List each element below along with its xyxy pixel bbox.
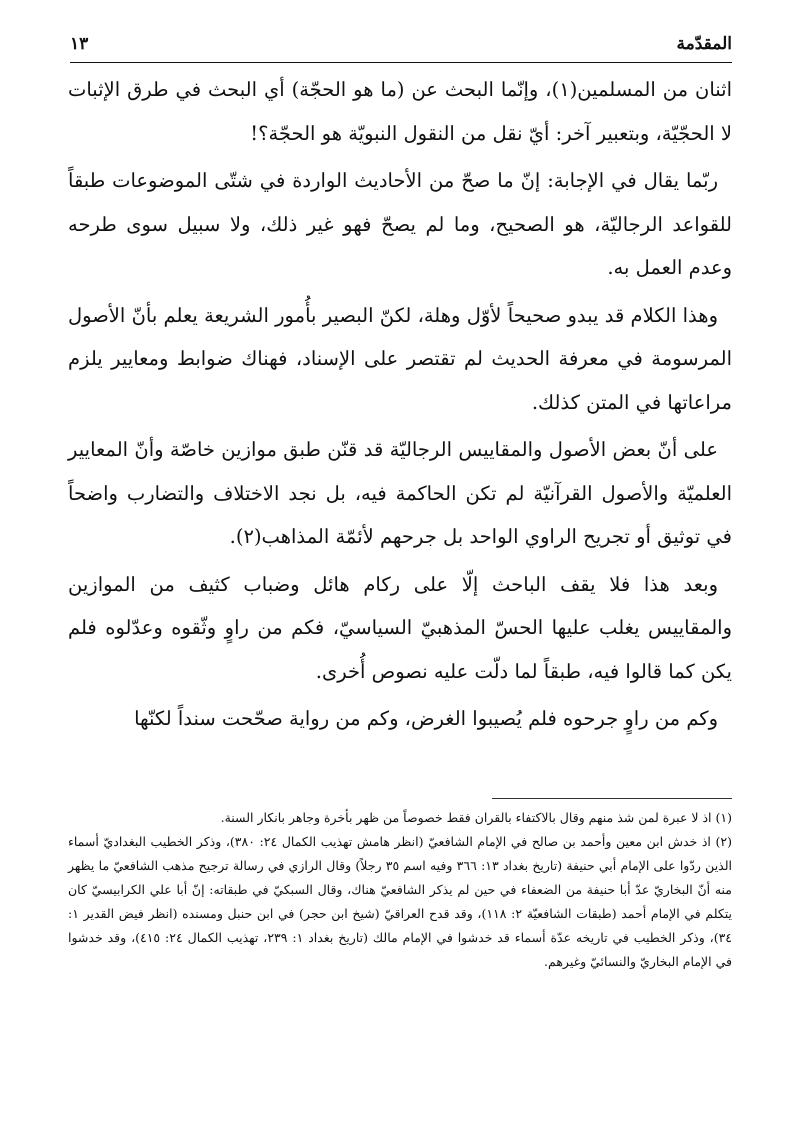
paragraph: ربّما يقال في الإجابة: إنّ ما صحّ من الأحاديث الواردة في شتّى الموضوعات طبقاً للقواعد الرجاليّة، هو الصحيح، وما لم يصحّ فهو غير ذلك، ولا سبيل سوى طرحه وعدم العمل به. bbox=[68, 169, 732, 279]
paragraph: وكم من راوٍ جرحوه فلم يُصيبوا الغرض، وكم من رواية صحّحت سنداً لكنّها bbox=[134, 707, 718, 730]
chapter-title: المقدّمة bbox=[676, 34, 732, 54]
paragraph: وهذا الكلام قد يبدو صحيحاً لأوّل وهلة، لكنّ البصير بأُمور الشريعة يعلم بأنّ الأصول المرسومة في معرفة الحديث لم تقتصر على الإسناد، فهناك ضوابط ومعايير يلزم مراعاتها في المتن كذلك. bbox=[68, 303, 732, 414]
footnote-divider bbox=[492, 798, 732, 799]
paragraph: على أنّ بعض الأصول والمقاييس الرجاليّة قد قنّن طبق موازين خاصّة وأنّ المعايير العلميّة والأصول القرآنيّة لم تكن الحاكمة فيه، بل نجد الاختلاف والتضارب واضحاً في توثيق أو تجريح الراوي الواحد بل جرحهم لأئمّة المذاهب(٢). bbox=[68, 438, 732, 548]
footnote: (٢) اذ خدش ابن معين وأحمد بن صالح في الإمام الشافعيّ (انظر هامش تهذيب الكمال ٢٤: ٣٨٠)، وذكر الخطيب البغداديّ أسماء الذين ردّوا على الإمام أبي حنيفة (تاريخ بغداد ١٣: ٣٦٦ وفيه اسم ٣٥ رجلاً) وقال الرازي في رسالة ترجيح مذهب الشافعيّ ما يظهر منه أنّ البخاريّ عدّ أبا حنيفة من الضعفاء في حين لم يذكر الشافعيّ هناك، وقال السبكيّ في طبقاته: إنّ أبا علي الكرابيسيّ كان يتكلم في الإمام أحمد (طبقات الشافعيّة ٢: ١١٨)، وقد قدح العراقيّ (شيخ ابن حجر) في ابن حنبل ومسنده (انظر فيض القدير ١: ٣٤)، وذكر الخطيب في تاريخه عدّة أسماء قد خدشوا في الإمام مالك (تاريخ بغداد ١: ٢٣٩، تهذيب الكمال ٢٤: ٤١٥)، وقد خدشوا في الإمام البخاريّ والنسائيّ وغيرهم. bbox=[68, 834, 733, 969]
footnotes bbox=[68, 806, 732, 974]
paragraph: اثنان من المسلمين(١)، وإنّما البحث عن (ما هو الحجّة) أي البحث في طرق الإثبات لا الحجّيّة، وبتعبير آخر: أيّ نقل من النقول النبويّة هو الحجّة؟! bbox=[68, 78, 732, 145]
paragraph: وبعد هذا فلا يقف الباحث إلّا على ركام هائل وضباب كثيف من الموازين والمقاييس يغلب عليها الحسّ المذهبيّ السياسيّ، فكم من راوٍ وثّقوه وعدّلوه فلم يكن كما قالوا فيه، طبقاً لما دلّت عليه نصوص أُخرى. bbox=[68, 572, 732, 683]
footnote: (١) اذ لا عبرة لمن شذ منهم وقال بالاكتفاء بالقران فقط خصوصاً من ظهر بأخرة وجاهر بانكار السنة. bbox=[220, 810, 732, 825]
main-text bbox=[68, 68, 732, 745]
page-header bbox=[70, 30, 732, 63]
page-number: ١٣ bbox=[70, 34, 89, 54]
